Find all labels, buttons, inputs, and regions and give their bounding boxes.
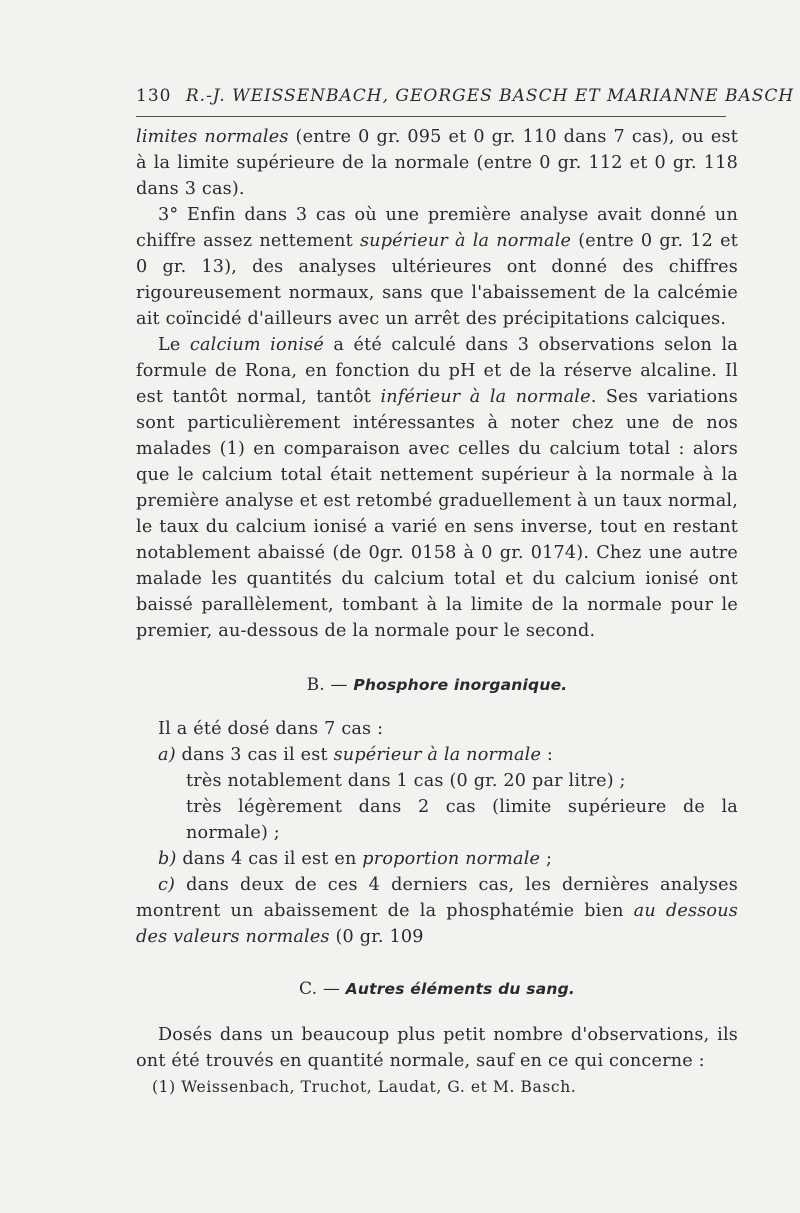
section-c-heading: [136, 976, 738, 1002]
text-span: 3° Enfin dans 3 cas où une première analyse avait donné un chiffre assez nettement: [136, 205, 738, 251]
text-span: (entre 0 gr. 12 et 0 gr. 13), des analyses ultérieures ont donné des chiffres rigoureusement normaux, sans que l'abaissement de la calcémie ait coïncidé d'ailleurs avec un arrêt des précipitations calciques.: [136, 231, 738, 329]
item-label: a): [158, 745, 176, 765]
text-span: ;: [540, 849, 553, 869]
paragraph-2: [136, 202, 738, 332]
italic-span: calcium ionisé: [189, 335, 324, 355]
list-item-b: [136, 846, 738, 872]
section-title: Phosphore inorganique.: [353, 676, 568, 694]
italic-span: proportion normale: [362, 849, 541, 869]
section-title: Autres éléments du sang.: [345, 980, 575, 998]
paragraph-c: Dosés dans un beaucoup plus petit nombre d'observations, ils ont été trouvés en quantité normale, sauf en ce qui concerne :: [136, 1025, 738, 1071]
text-span: . Ses variations sont particulièrement intéressantes à noter chez une de nos malades (1) en comparaison avec celles du calcium total : alors que le calcium total était nettement supérieur à la normale à la première analyse et est retombé graduellement à un taux normal, le taux du calcium ionisé a varié en sens inverse, tout en restant notablement abaissé (de 0gr. 0158 à 0 gr. 0174). Chez une autre malade les quantités du calcium total et du calcium ionisé ont baissé parallèlement, tombant à la limite de la normale pour le premier, au-dessous de la normale pour le second.: [136, 387, 738, 641]
list-item-a: [136, 742, 738, 768]
footnote: (1) Weissenbach, Truchot, Laudat, G. et M. Basch.: [152, 1078, 577, 1096]
text-span: dans 3 cas il est: [175, 745, 334, 765]
text-span: dans 4 cas il est en: [176, 849, 363, 869]
text-span: :: [541, 745, 554, 765]
list-subitem-a1: très notablement dans 1 cas (0 gr. 20 par litre) ;: [186, 771, 626, 791]
list-item-c: [136, 872, 738, 950]
item-label: c): [158, 875, 176, 895]
main-text: [136, 124, 738, 1074]
paragraph-1: [136, 124, 738, 202]
text-span: a été calculé dans 3 observations selon la formule de Rona, en fonction du pH et de la réserve alcaline. Il est tantôt normal, tantôt: [136, 335, 738, 407]
running-header: [136, 86, 795, 106]
section-b-heading: [136, 672, 738, 698]
italic-span: limites normales: [136, 127, 289, 147]
running-title: R.-J. WEISSENBACH, GEORGES BASCH ET MARIANNE BASCH: [185, 86, 795, 106]
header-rule: [136, 116, 726, 117]
italic-span: supérieur à la normale: [359, 231, 572, 251]
section-letter: B.: [306, 675, 325, 695]
paragraph-3: [136, 332, 738, 644]
section-dash: —: [317, 979, 346, 999]
section-letter: C.: [299, 979, 318, 999]
italic-span: inférieur à la normale: [380, 387, 591, 407]
italic-span: au dessous des valeurs normales: [136, 901, 738, 947]
text-span: Le: [158, 335, 190, 355]
page-number: 130: [136, 86, 172, 106]
italic-span: supérieur à la normale: [333, 745, 542, 765]
list-intro: Il a été dosé dans 7 cas :: [158, 719, 384, 739]
text-span: (0 gr. 109: [329, 927, 424, 947]
text-span: (entre 0 gr. 095 et 0 gr. 110 dans 7 cas), ou est à la limite supérieure de la normale (entre 0 gr. 112 et 0 gr. 118 dans 3 cas).: [136, 127, 738, 199]
list-subitem-a2: très légèrement dans 2 cas (limite supérieure de la normale) ;: [186, 797, 738, 843]
text-span: dans deux de ces 4 derniers cas, les dernières analyses montrent un abaissement de la phosphatémie bien: [136, 875, 738, 921]
item-label: b): [158, 849, 177, 869]
section-dash: —: [324, 675, 354, 695]
